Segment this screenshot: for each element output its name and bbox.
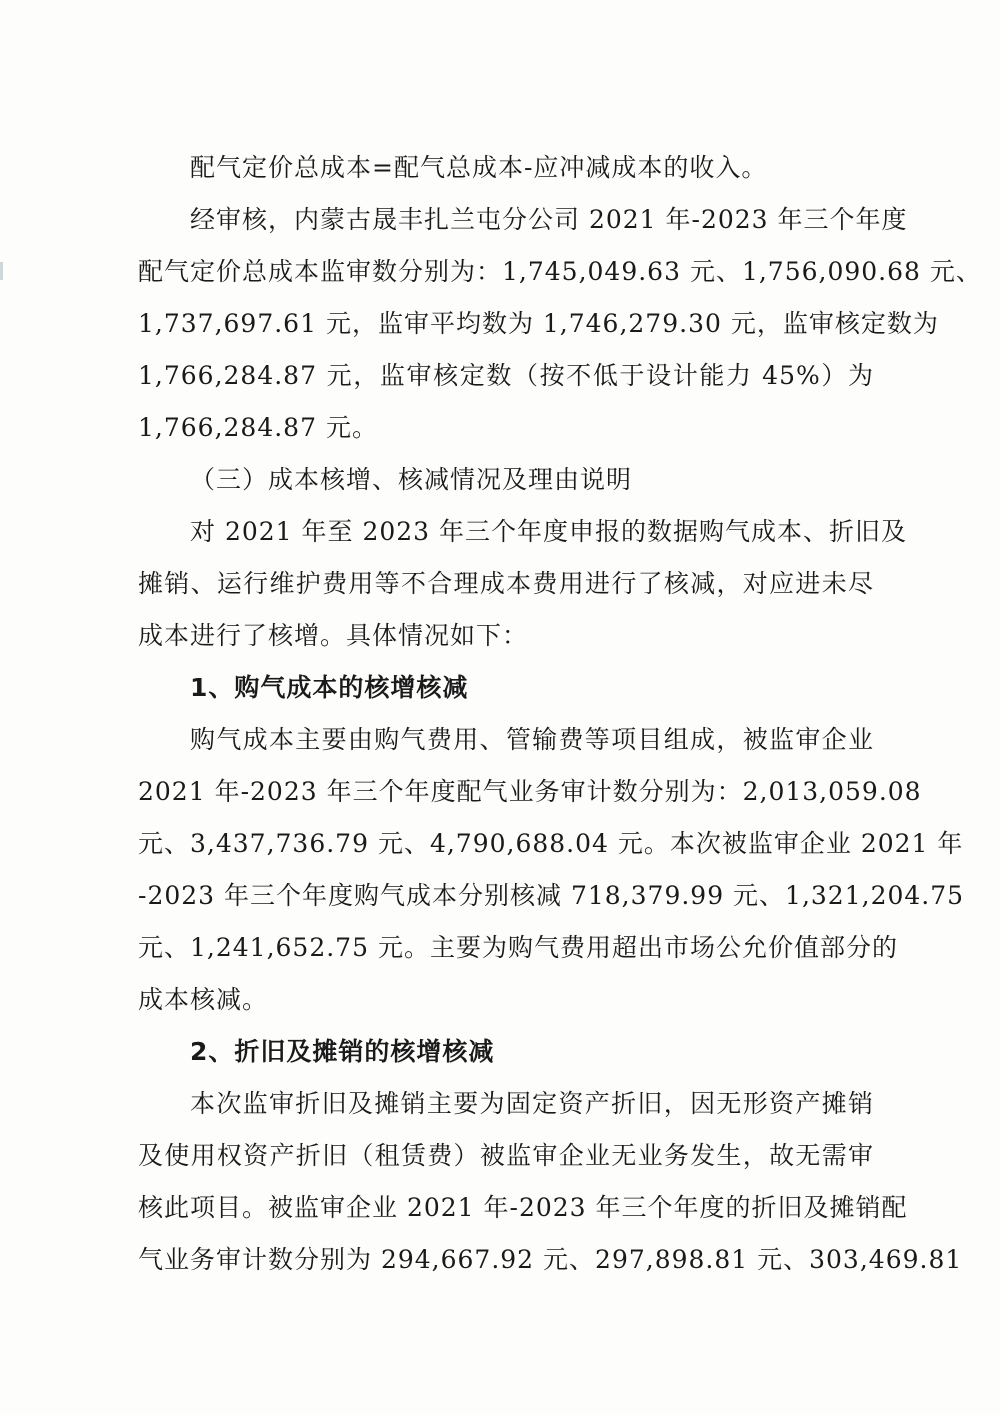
text-line: 1,766,284.87 元，监审核定数（按不低于设计能力 45%）为 xyxy=(138,361,874,390)
text-line: 及使用权资产折旧（租赁费）被监审企业无业务发生，故无需审 xyxy=(138,1141,874,1170)
paragraph-adjustment-overview xyxy=(138,506,908,662)
text-line: 本次监审折旧及摊销主要为固定资产折旧，因无形资产摊销 xyxy=(190,1089,874,1118)
text-line: 2021 年-2023 年三个年度配气业务审计数分别为：2,013,059.08 xyxy=(138,777,922,806)
section-title: （三）成本核增、核减情况及理由说明 xyxy=(190,465,633,494)
text-line: 经审核，内蒙古晟丰扎兰屯分公司 2021 年-2023 年三个年度 xyxy=(190,205,908,234)
subheading-gas-purchase xyxy=(138,662,874,714)
text-line: 摊销、运行维护费用等不合理成本费用进行了核减，对应进未尽 xyxy=(138,569,874,598)
paragraph-audit-summary xyxy=(138,194,982,454)
text-line: 元、3,437,736.79 元、4,790,688.04 元。本次被监审企业 2021 年 xyxy=(138,829,964,858)
paragraph-formula xyxy=(138,142,874,194)
section-heading-3 xyxy=(138,454,874,506)
document-body xyxy=(138,142,982,1286)
text-line: 成本核减。 xyxy=(138,985,269,1014)
subsection-title: 2、折旧及摊销的核增核减 xyxy=(190,1037,495,1066)
scan-edge-mark xyxy=(0,262,3,280)
subsection-title: 1、购气成本的核增核减 xyxy=(190,673,469,702)
text-line: 元、1,241,652.75 元。主要为购气费用超出市场公允价值部分的 xyxy=(138,933,898,962)
text-line: 配气定价总成本监审数分别为：1,745,049.63 元、1,756,090.68 元、 xyxy=(138,257,982,286)
paragraph-depreciation xyxy=(138,1078,963,1286)
subheading-depreciation xyxy=(138,1026,874,1078)
text-line: 成本进行了核增。具体情况如下： xyxy=(138,621,529,650)
text-line: 配气定价总成本=配气总成本-应冲减成本的收入。 xyxy=(190,153,768,182)
text-line: 1,737,697.61 元，监审平均数为 1,746,279.30 元，监审核定数为 xyxy=(138,309,939,338)
text-line: 购气成本主要由购气费用、管输费等项目组成，被监审企业 xyxy=(190,725,874,754)
paragraph-gas-purchase xyxy=(138,714,965,1026)
text-line: 核此项目。被监审企业 2021 年-2023 年三个年度的折旧及摊销配 xyxy=(138,1193,908,1222)
text-line: 对 2021 年至 2023 年三个年度申报的数据购气成本、折旧及 xyxy=(190,517,908,546)
text-line: 1,766,284.87 元。 xyxy=(138,413,378,442)
text-line: -2023 年三个年度购气成本分别核减 718,379.99 元、1,321,204.75 xyxy=(138,881,965,910)
text-line: 气业务审计数分别为 294,667.92 元、297,898.81 元、303,469.81 xyxy=(138,1245,963,1274)
